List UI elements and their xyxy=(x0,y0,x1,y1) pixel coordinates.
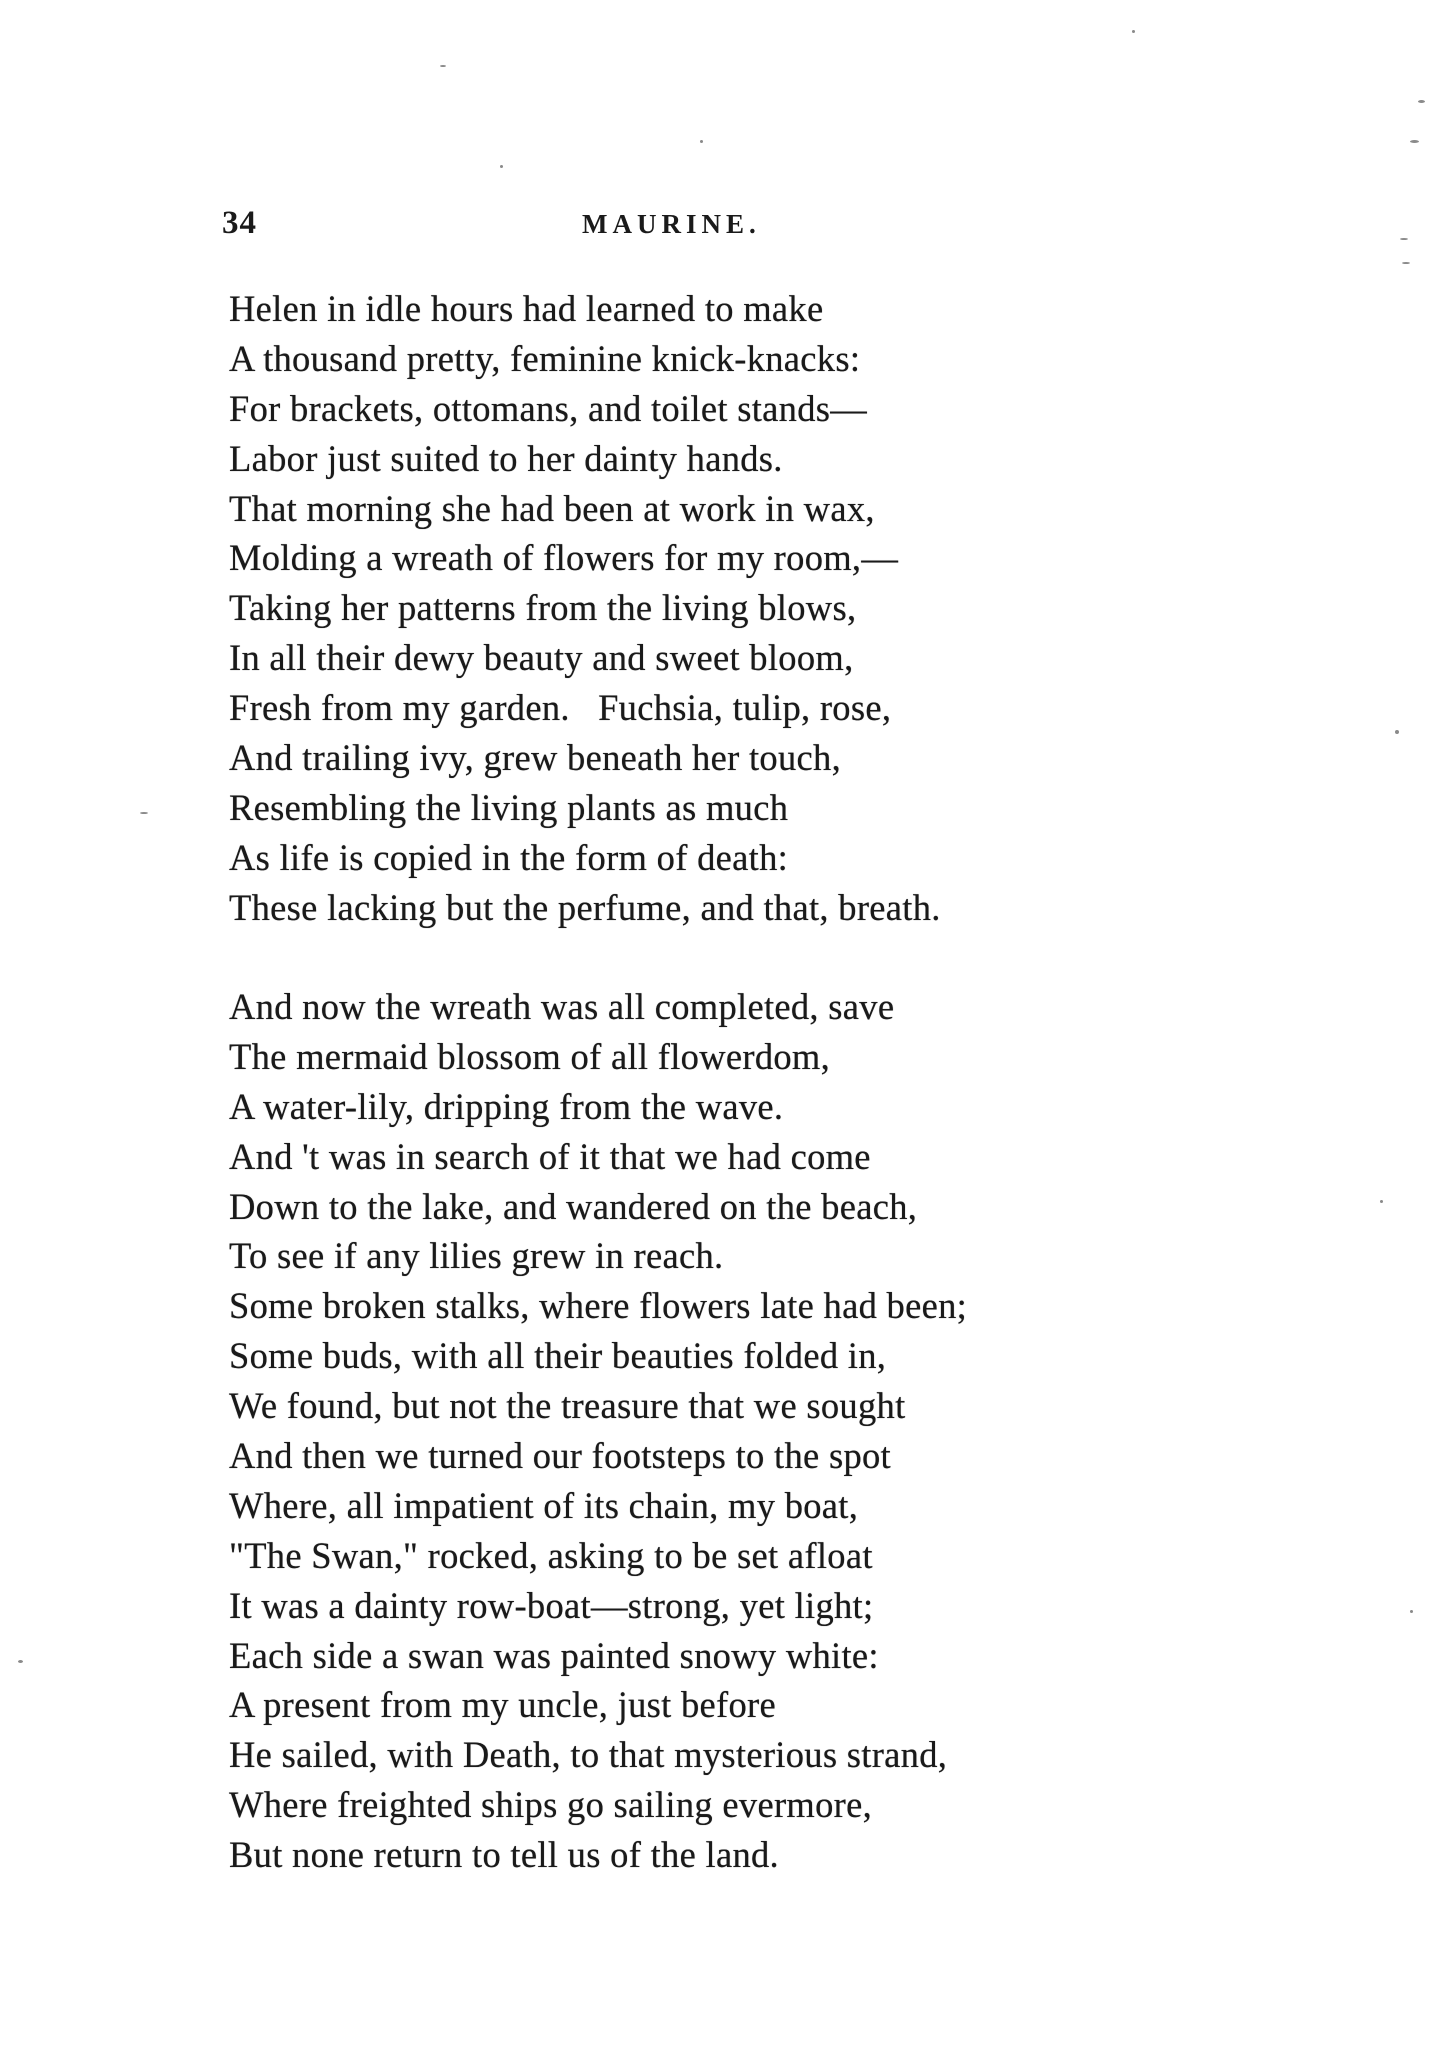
poem-line: He sailed, with Death, to that mysterious strand, xyxy=(229,1734,948,1776)
poem-line: And 't was in search of it that we had come xyxy=(229,1135,871,1177)
page-number: 34 xyxy=(222,205,257,241)
poem-line: Labor just suited to her dainty hands. xyxy=(229,437,783,479)
scan-speck xyxy=(1410,140,1419,143)
poem-line: Some buds, with all their beauties folded in, xyxy=(229,1335,887,1377)
scan-speck xyxy=(1418,100,1425,103)
poem-line: To see if any lilies grew in reach. xyxy=(229,1235,724,1277)
scan-speck xyxy=(1132,30,1135,33)
scan-speck xyxy=(440,65,446,67)
poem-line: A water-lily, dripping from the wave. xyxy=(229,1085,784,1127)
page-header xyxy=(222,205,1162,253)
scan-speck xyxy=(500,165,503,168)
poem-line: But none return to tell us of the land. xyxy=(229,1834,779,1876)
scan-speck xyxy=(140,812,148,814)
scan-speck xyxy=(1400,238,1408,240)
poem-line: Some broken stalks, where flowers late had been; xyxy=(229,1285,968,1327)
poem-line: Down to the lake, and wandered on the beach, xyxy=(229,1185,918,1227)
poem-line: And trailing ivy, grew beneath her touch, xyxy=(229,737,842,779)
poem-line: Where freighted ships go sailing evermore, xyxy=(229,1784,873,1826)
poem-line: In all their dewy beauty and sweet bloom, xyxy=(229,637,854,679)
poem-line: That morning she had been at work in wax, xyxy=(229,487,875,529)
poem-line: As life is copied in the form of death: xyxy=(229,836,789,878)
scan-speck xyxy=(1380,1200,1383,1203)
scan-speck xyxy=(1410,1610,1413,1613)
poem-line: Molding a wreath of flowers for my room,— xyxy=(229,537,899,579)
poem-line: Each side a swan was painted snowy white: xyxy=(229,1634,879,1676)
poem-line: "The Swan," rocked, asking to be set afloat xyxy=(229,1534,873,1576)
poem-line: It was a dainty row-boat—strong, yet light; xyxy=(229,1584,874,1626)
stanza-2 xyxy=(229,982,967,1880)
poem-line: The mermaid blossom of all flowerdom, xyxy=(229,1035,831,1077)
poem-line: Taking her patterns from the living blows, xyxy=(229,587,857,629)
stanza-1 xyxy=(229,284,941,933)
scan-speck xyxy=(700,140,703,143)
scan-speck xyxy=(18,1660,23,1663)
poem-line: We found, but not the treasure that we sought xyxy=(229,1385,906,1427)
poem-line: A thousand pretty, feminine knick-knacks: xyxy=(229,337,861,379)
poem-line: A present from my uncle, just before xyxy=(229,1684,777,1726)
poem-line: And then we turned our footsteps to the spot xyxy=(229,1435,891,1477)
poem-line: Resembling the living plants as much xyxy=(229,786,789,828)
poem-line: Helen in idle hours had learned to make xyxy=(229,288,824,329)
poem-line: Where, all impatient of its chain, my boat, xyxy=(229,1484,859,1526)
poem-line: For brackets, ottomans, and toilet stands— xyxy=(229,387,868,429)
scan-speck xyxy=(1395,730,1399,734)
poem-line: These lacking but the perfume, and that, breath. xyxy=(229,886,941,928)
scan-speck xyxy=(1402,262,1410,264)
poem-line: Fresh from my garden. Fuchsia, tulip, rose, xyxy=(229,687,892,729)
poem-line: And now the wreath was all completed, save xyxy=(229,986,895,1027)
running-title: MAURINE. xyxy=(582,209,761,239)
